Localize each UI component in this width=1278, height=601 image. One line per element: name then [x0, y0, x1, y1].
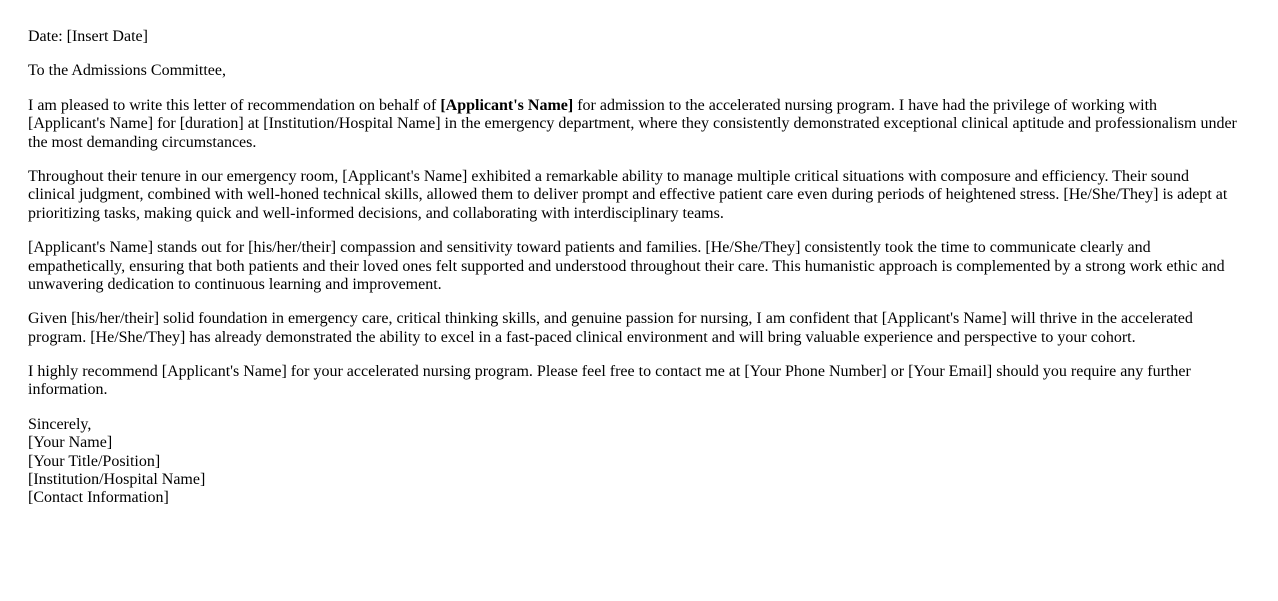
paragraph-1-text-after-bold: for admission to the accelerated nursing program. I have had the privilege of working with [Applicant's Name] for [duration] at [Institution/Hospital Name] in the emergency department, where they consistently demonstrated exceptional clinical aptitude and professionalism under the most demanding circumstances. [28, 96, 1237, 151]
signature-block [28, 416, 1238, 508]
body-paragraph-5: I highly recommend [Applicant's Name] for your accelerated nursing program. Please feel free to contact me at [Your Phone Number] or [Your Email] should you require any further information. [28, 363, 1191, 399]
body-paragraph-4: Given [his/her/their] solid foundation in emergency care, critical thinking skills, and genuine passion for nursing, I am confident that [Applicant's Name] will thrive in the accelerated program. [He/She/They] has already demonstrated the ability to excel in a fast-paced clinical environment and will bring valuable experience and perspective to your cohort. [28, 310, 1193, 346]
applicant-name-bold: [Applicant's Name] [440, 96, 574, 114]
closing: Sincerely, [28, 415, 92, 433]
body-paragraph-2: Throughout their tenure in our emergency room, [Applicant's Name] exhibited a remarkable ability to manage multiple critical situations with composure and efficiency. Their sound clinical judgment, combined with well-honed technical skills, allowed them to deliver prompt and effective patient care even during periods of heightened stress. [He/She/They] is adept at prioritizing tasks, making quick and well-informed decisions, and collaborating with interdisciplinary teams. [28, 167, 1228, 222]
signature-title: [Your Title/Position] [28, 452, 161, 470]
body-paragraph-3: [Applicant's Name] stands out for [his/her/their] compassion and sensitivity toward patients and families. [He/She/They] consistently took the time to communicate clearly and empathetically, ensuring that both patients and their loved ones felt supported and understood throughout their care. This humanistic approach is complemented by a strong work ethic and unwavering dedication to continuous learning and improvement. [28, 239, 1225, 293]
signature-institution: [Institution/Hospital Name] [28, 471, 206, 489]
paragraph-1-text-before-bold: I am pleased to write this letter of recommendation on behalf of [28, 96, 441, 114]
signature-contact: [Contact Information] [28, 489, 169, 507]
salutation: To the Admissions Committee, [28, 62, 226, 80]
body-paragraph-1 [28, 97, 1238, 152]
date-line: Date: [Insert Date] [28, 28, 148, 45]
signature-name: [Your Name] [28, 434, 113, 452]
